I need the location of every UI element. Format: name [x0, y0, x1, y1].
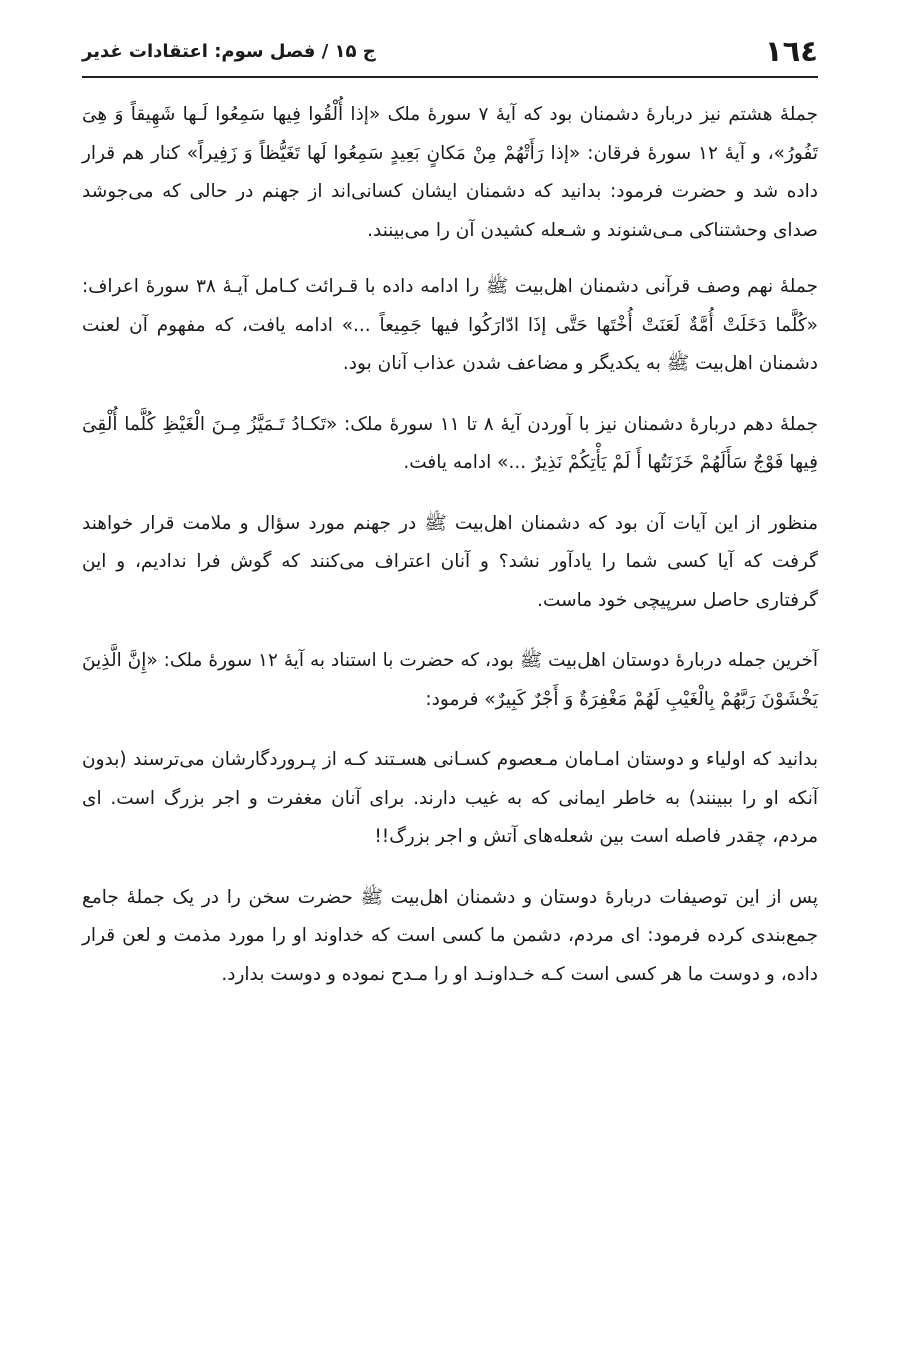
paragraph-last-sentence: آخرین جمله دربارۀ دوستان اهل‌بیت ﷺ بود، که حضرت با استناد به آیۀ ۱۲ سورۀ ملک: «إِنَّ الَّذِینَ یَخْشَوْنَ رَبَّهُمْ بِالْغَیْبِ لَهُمْ مَغْفِرَةٌ وَ أَجْرٌ کَبِیرٌ» فرمود:: [82, 650, 818, 710]
paragraph-eighth-sentence: جملۀ هشتم نیز دربارۀ دشمنان بود که آیۀ ۷ سورۀ ملک «إذا أُلْقُوا فِیها سَمِعُوا لَـها شَهِیقاً وَ هِیَ تَفُورُ»، و آیۀ ۱۲ سورۀ فرقان: «إذا رَأَتْهُمْ مِنْ مَکانٍ بَعِیدٍ سَمِعُوا لَها تَغَیُّظاً وَ زَفِیراً» کنار هم قرار داده شد و حضرت فرمود: بدانید که دشمنان ایشان کسانی‌اند از جهنم در حالی که می‌جوشد صدای وحشتناکی مـی‌شنوند و شـعله کشیدن آن را می‌بینند.: [82, 104, 818, 241]
page-body: [82, 96, 818, 1016]
paragraph-tenth-sentence: جملۀ دهم دربارۀ دشمنان نیز با آوردن آیۀ ۸ تا ۱۱ سورۀ ملک: «تَکـادُ تَـمَیَّزُ مِـنَ الْغَیْظِ کُلَّما أُلْقِیَ فِیها فَوْجٌ سَأَلَهُمْ خَزَنَتُها أَ لَمْ یَأْتِکُمْ نَذِیرٌ ...» ادامه یافت.: [82, 413, 819, 473]
paragraph-explanation: منظور از این آیات آن بود که دشمنان اهل‌بیت ﷺ در جهنم مورد سؤال و ملامت قرار خواهند گرفت که آیا کسی شما را یادآور نشد؟ و آنان اعتراف می‌کنند که گوش فرا ندادیم، و این گرفتاری حاصل سرپیچی خود ماست.: [82, 512, 818, 611]
page-header: [82, 26, 818, 78]
running-title: ج ۱۵ / فصل سوم: اعتقادات غدیر: [82, 40, 376, 62]
paragraph-ninth-sentence: جملۀ نهم وصف قرآنی دشمنان اهل‌بیت ﷺ را ادامه داده با قـرائت کـامل آیـۀ ۳۸ سورۀ اعراف: «کُلَّما دَخَلَتْ أُمَّةٌ لَعَنَتْ أُخْتَها حَتَّی إذَا ادّارَکُوا فیها جَمِیعاً ...» ادامه یافت، که مفهوم آن لعنت دشمنان اهل‌بیت ﷺ به یکدیگر و مضاعف شدن عذاب آنان بود.: [82, 276, 818, 374]
paragraph-summary: پس از این توصیفات دربارۀ دوستان و دشمنان اهل‌بیت ﷺ حضرت سخن را در یک جملۀ جامع جمع‌بندی کرده فرمود: ای مردم، دشمن ما کسی است که خداوند او را مورد مذمت و لعن قرار داده، و دوست ما هر کسی است کـه خـداونـد او را مـدح نموده و دوست بدارد.: [82, 886, 818, 985]
page-number: ١٦٤: [764, 34, 818, 68]
paragraph-friends-description: بدانید که اولیاء و دوستان امـامان مـعصوم کسـانی هسـتند کـه از پـروردگارشان می‌ترسند (بدون آنکه او را ببینند) به خاطر ایمانی که به غیب دارند. برای آنان مغفرت و اجر بزرگ است. ای مردم، چقدر فاصله است بین شعله‌های آتش و اجر بزرگ!!: [82, 749, 818, 847]
